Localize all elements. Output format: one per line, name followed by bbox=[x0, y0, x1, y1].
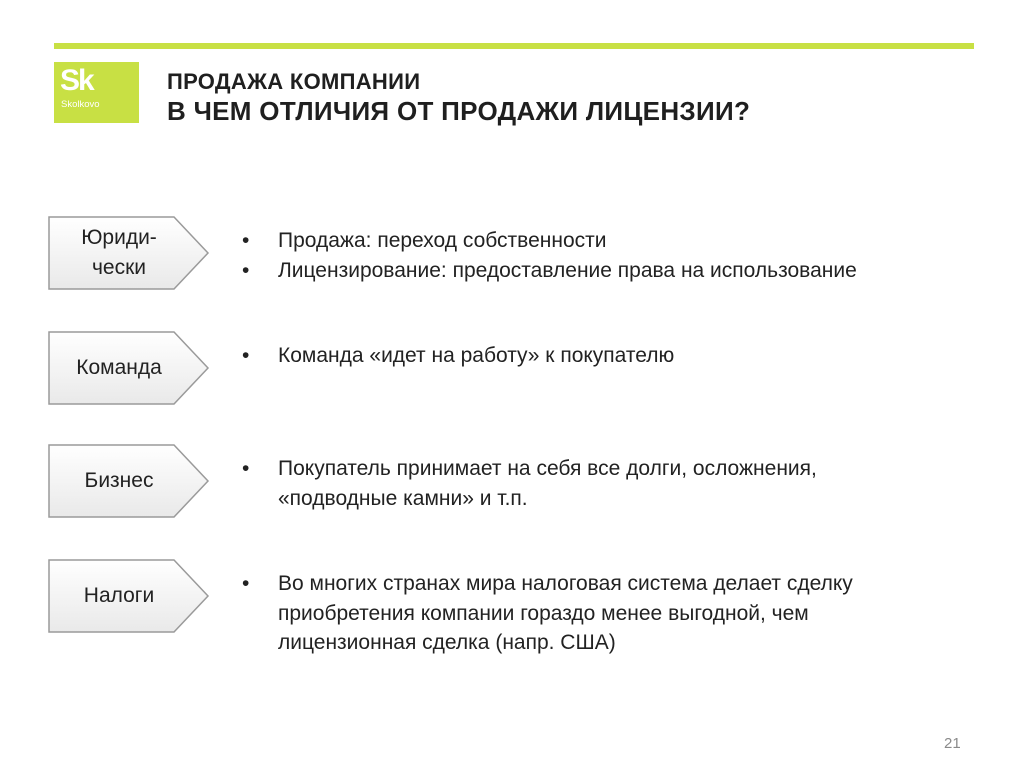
bullet-item bbox=[236, 226, 857, 256]
chevron-taxes bbox=[48, 559, 210, 633]
bullet-list bbox=[236, 454, 817, 513]
bullet-text: Продажа: переход собственности bbox=[278, 229, 607, 252]
chevron-label: Бизнес bbox=[84, 469, 154, 492]
top-accent-rule bbox=[54, 43, 974, 49]
page-number: 21 bbox=[944, 735, 961, 752]
bullet-item bbox=[236, 569, 853, 658]
bullet-dot: • bbox=[242, 572, 250, 595]
title-line-1: ПРОДАЖА КОМПАНИИ bbox=[167, 69, 421, 94]
bullet-text: Команда «идет на работу» к покупателю bbox=[278, 344, 675, 367]
bullet-list bbox=[236, 569, 853, 658]
logo-wordmark: Skolkovo bbox=[61, 99, 100, 110]
bullet-dot: • bbox=[242, 258, 250, 282]
bullet-dot: • bbox=[242, 457, 250, 480]
chevron-team bbox=[48, 331, 210, 405]
bullet-dot: • bbox=[242, 344, 250, 367]
title-line-2: В ЧЕМ ОТЛИЧИЯ ОТ ПРОДАЖИ ЛИЦЕНЗИИ? bbox=[167, 96, 751, 126]
bullet-text: Во многих странах мира налоговая система делает сделку приобретения компании гораздо менее выгодной, чем лицензионная сделка (напр. США) bbox=[278, 572, 853, 654]
bullet-list bbox=[236, 341, 674, 371]
logo-mark: Sk bbox=[60, 64, 93, 97]
chevron-business bbox=[48, 444, 210, 518]
bullet-text: Лицензирование: предоставление права на использование bbox=[278, 258, 857, 282]
chevron-label: Налоги bbox=[83, 584, 155, 607]
bullet-list bbox=[236, 226, 857, 285]
chevron-label: Юриди- чески bbox=[81, 226, 157, 279]
chevron-label: Команда bbox=[76, 356, 162, 379]
bullet-item bbox=[236, 341, 674, 371]
chevron-legal bbox=[48, 216, 210, 290]
bullet-item bbox=[236, 256, 857, 286]
slide-title bbox=[167, 70, 750, 126]
bullet-text: Покупатель принимает на себя все долги, осложнения, «подводные камни» и т.п. bbox=[278, 457, 817, 510]
skolkovo-logo bbox=[54, 62, 139, 123]
bullet-item bbox=[236, 454, 817, 513]
bullet-dot: • bbox=[242, 229, 250, 252]
